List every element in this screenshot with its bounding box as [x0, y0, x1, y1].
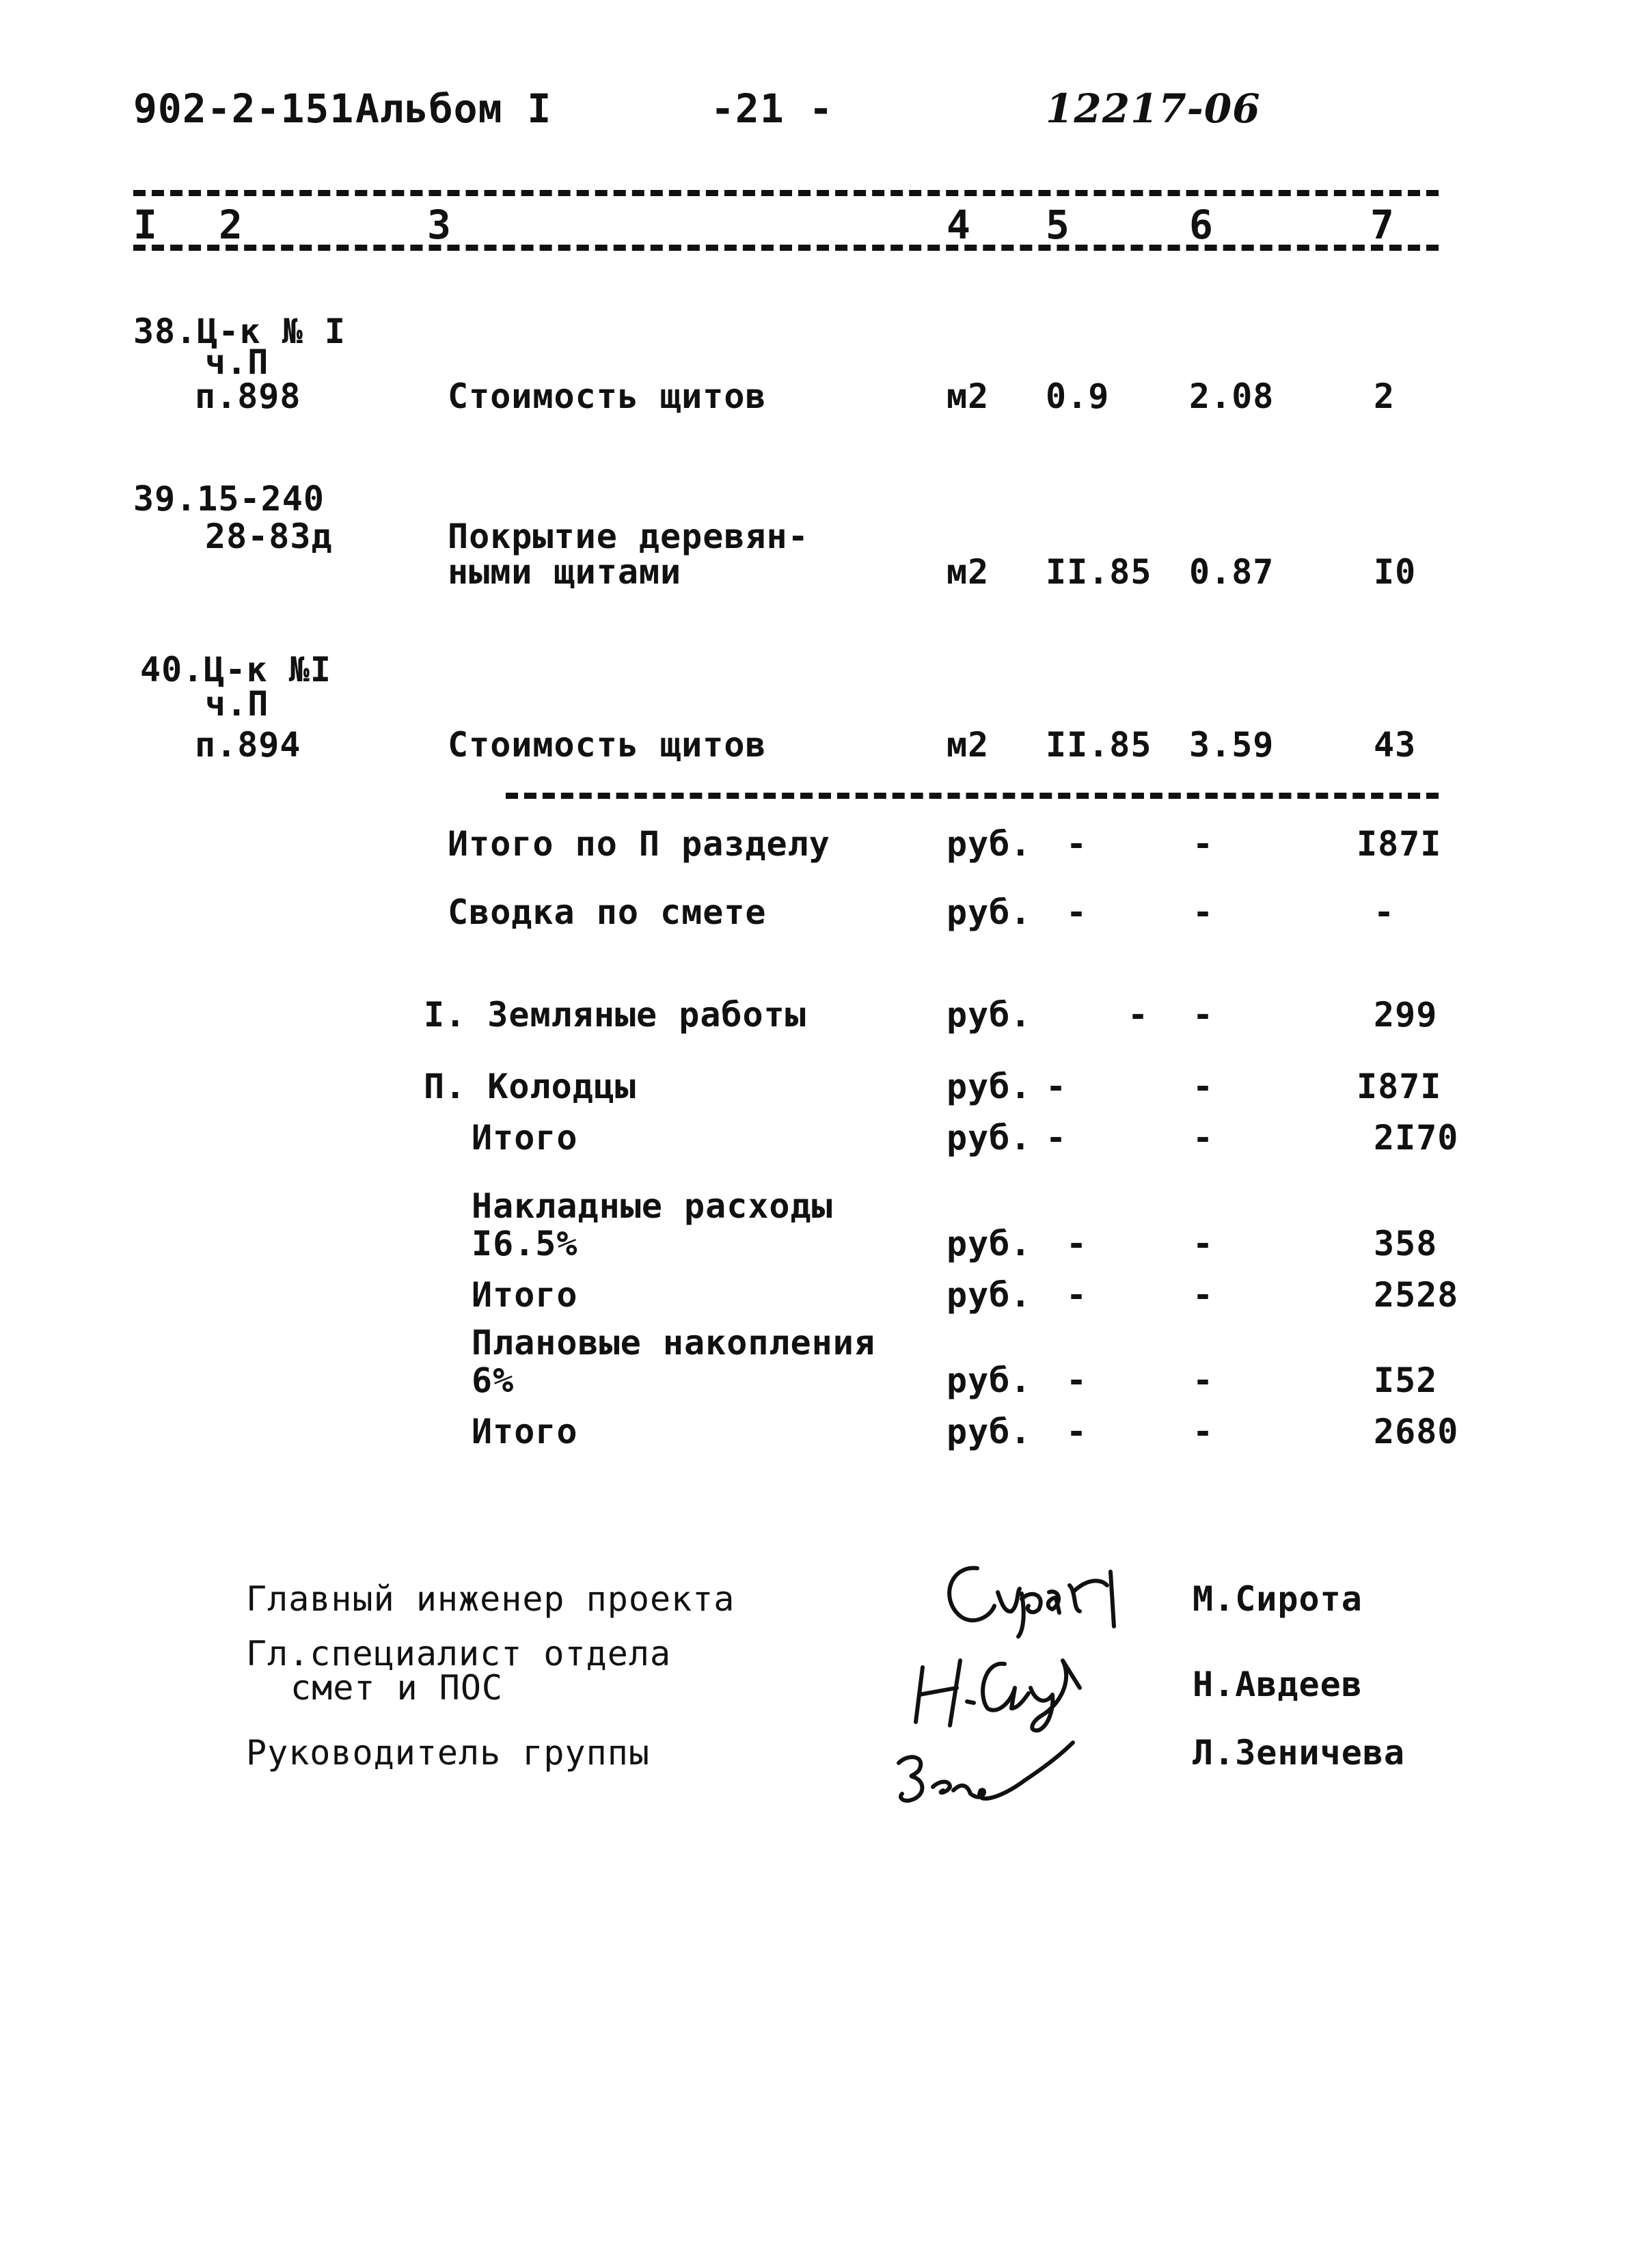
summary-col6: - [1193, 1067, 1214, 1106]
summary-unit: руб. [947, 995, 1032, 1035]
summary-label: Итого [472, 1118, 578, 1158]
row-unit-price: 0.87 [1189, 552, 1275, 592]
summary-col6: - [1193, 1118, 1214, 1158]
column-number-7: 7 [1370, 202, 1395, 248]
album-label: Альбом I [355, 85, 552, 132]
section-rule [506, 793, 1439, 799]
summary-total: 2528 [1374, 1275, 1459, 1315]
summary-unit: руб. [947, 1118, 1032, 1158]
row-unit-price: 3.59 [1189, 725, 1275, 765]
signature-zenicheva [888, 1715, 1093, 1818]
signatory-title: Руководитель группы [246, 1733, 650, 1773]
column-number-2: 2 [219, 202, 243, 248]
signatory-title: смет и ПОС [290, 1668, 504, 1708]
summary-col5: - [1046, 1067, 1067, 1106]
row-ref-line: п.898 [195, 377, 301, 416]
summary-total: - [1374, 892, 1396, 932]
column-number-3: 3 [427, 202, 452, 248]
row-unit: м2 [947, 377, 990, 416]
summary-total: I87I [1357, 824, 1442, 864]
row-ref-line: 38.Ц-к № I [133, 312, 346, 351]
row-quantity: II.85 [1046, 552, 1152, 592]
column-number-5: 5 [1046, 202, 1070, 248]
row-unit: м2 [947, 552, 990, 592]
row-ref-line: ч.П [205, 342, 269, 382]
row-ref-line: п.894 [195, 725, 301, 765]
row-ref-line: 39.15-240 [133, 479, 325, 519]
summary-label: Итого [472, 1275, 578, 1315]
signatory-name: Л.Зеничева [1193, 1733, 1406, 1773]
summary-unit: руб. [947, 1224, 1032, 1263]
signatory-name: Н.Авдеев [1193, 1665, 1363, 1704]
summary-col5: - [1046, 1118, 1067, 1158]
summary-total: I52 [1374, 1361, 1438, 1400]
summary-col6: - [1193, 995, 1214, 1035]
signatory-title: Гл.специалист отдела [246, 1634, 672, 1673]
row-description: Стоимость щитов [448, 377, 767, 416]
signature-sirota [936, 1551, 1134, 1640]
summary-unit: руб. [947, 1361, 1032, 1400]
summary-total: 2I70 [1374, 1118, 1459, 1158]
summary-unit: руб. [947, 1067, 1032, 1106]
row-description: Покрытие деревян- [448, 517, 809, 556]
summary-unit: руб. [947, 892, 1032, 932]
summary-col5: - [1066, 1412, 1088, 1451]
summary-label: Итого по П разделу [448, 824, 830, 864]
summary-label: П. Колодцы [424, 1067, 637, 1106]
row-ref-line: 40.Ц-к №I [140, 650, 331, 689]
summary-label: Итого [472, 1412, 578, 1451]
summary-unit: руб. [947, 1412, 1032, 1451]
summary-col5: - [1066, 824, 1088, 864]
row-total: I0 [1374, 552, 1417, 592]
row-description: ными щитами [448, 552, 682, 592]
summary-label: Сводка по смете [448, 892, 767, 932]
summary-col5: - [1066, 1275, 1088, 1315]
summary-unit: руб. [947, 824, 1032, 864]
summary-col6: - [1193, 1412, 1214, 1451]
column-number-4: 4 [947, 202, 971, 248]
row-quantity: 0.9 [1046, 377, 1110, 416]
summary-col6: - [1193, 1224, 1214, 1263]
column-number-1: I [133, 202, 158, 248]
summary-total: 358 [1374, 1224, 1438, 1263]
document-code: 902-2-151 [133, 85, 355, 132]
summary-label: I. Земляные работы [424, 995, 806, 1035]
row-total: 2 [1374, 377, 1396, 416]
summary-total: 299 [1374, 995, 1438, 1035]
row-ref-line: 28-83д [205, 517, 333, 556]
summary-total: 2680 [1374, 1412, 1459, 1451]
summary-label: Накладные расходы [472, 1186, 833, 1226]
column-number-6: 6 [1189, 202, 1214, 248]
row-unit: м2 [947, 725, 990, 765]
handwritten-number: 12217-06 [1046, 85, 1261, 132]
summary-label: Плановые накопления [472, 1323, 875, 1363]
summary-col5: - [1066, 1361, 1088, 1400]
summary-unit: руб. [947, 1275, 1032, 1315]
row-ref-line: ч.П [205, 684, 269, 724]
summary-col6: - [1193, 892, 1214, 932]
page-number: -21 - [711, 85, 834, 132]
summary-col6: - [1193, 1275, 1214, 1315]
row-description: Стоимость щитов [448, 725, 767, 765]
signatory-title: Главный инженер проекта [246, 1579, 735, 1619]
row-unit-price: 2.08 [1189, 377, 1275, 416]
summary-col5: - [1066, 1224, 1088, 1263]
summary-col6: - [1193, 1361, 1214, 1400]
summary-total: I87I [1357, 1067, 1442, 1106]
row-total: 43 [1374, 725, 1417, 765]
summary-label: I6.5% [472, 1224, 578, 1263]
summary-col5: - [1066, 892, 1088, 932]
summary-col6: - [1193, 824, 1214, 864]
header-rule-top [133, 190, 1439, 196]
summary-label: 6% [472, 1361, 515, 1400]
row-quantity: II.85 [1046, 725, 1152, 765]
header-rule-bottom [133, 245, 1439, 251]
summary-col5: - [1128, 995, 1149, 1035]
signatory-name: М.Сирота [1193, 1579, 1363, 1619]
